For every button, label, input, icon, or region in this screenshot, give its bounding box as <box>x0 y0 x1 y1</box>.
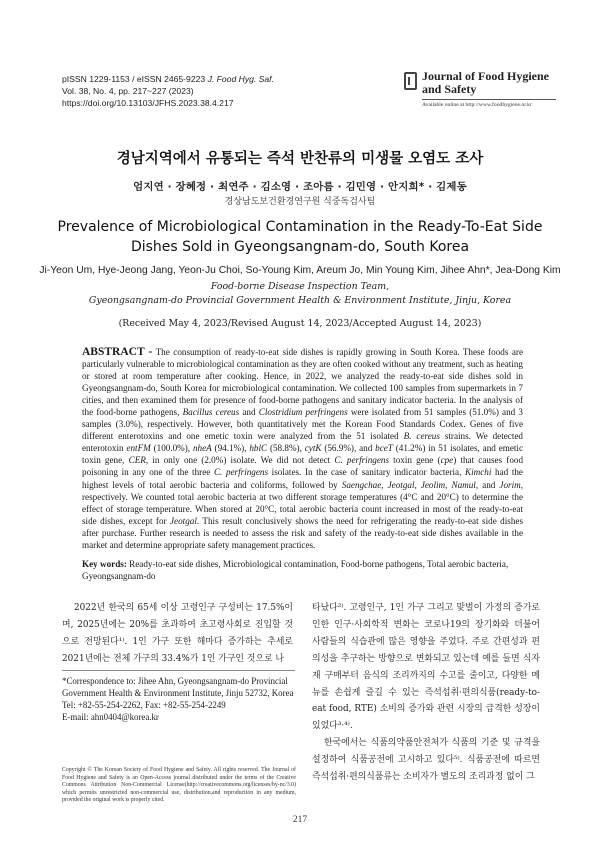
available-online: Available online at http://www.foodhygiene.or.kr <box>422 102 532 108</box>
korean-affiliation: 경상남도보건환경연구원 식중독검사팀 <box>224 197 376 207</box>
received-dates: (Received May 4, 2023/Revised August 14, 2023/Accepted August 14, 2023) <box>118 318 482 329</box>
journal-meta <box>62 73 274 109</box>
english-authors: Ji-Yeon Um, Hye-Jeong Jang, Yeon-Ju Choi, So-Young Kim, Areum Jo, Min Young Kim, Jihee Ahn*, Jea-Dong Kim <box>39 265 561 276</box>
abstract-heading: ABSTRACT - <box>82 346 153 358</box>
issn-line: pISSN 1229-1153 / eISSN 2465-9223 J. Food Hyg. Saf. <box>62 74 274 84</box>
doi-link[interactable]: https://doi.org/10.13103/JFHS.2023.38.4.217 <box>62 98 234 108</box>
english-affiliation-institute: Gyeongsangnam-do Provincial Government Health & Environment Institute, Jinju, Korea <box>88 295 512 306</box>
keywords-label: Key words: <box>82 559 127 569</box>
body-right-column <box>312 600 540 786</box>
journal-logo-title: Journal of Food Hygiene and Safety <box>422 69 550 96</box>
english-affiliation-team: Food-borne Disease Inspection Team, <box>210 281 390 292</box>
volume-line: Vol. 38, No. 4, pp. 217~227 (2023) <box>62 86 194 96</box>
body-left-column <box>62 600 293 668</box>
logo-divider <box>422 99 556 100</box>
body-paragraph: 한국에서는 식품의약품안전처가 식품의 기준 및 규격을 설정하여 식품공전에 고시하고 있다⁵⁾. 식품공전에 따르면 즉석섭취·편의식품류는 소비자가 별도의 조리과정 없이 그 <box>312 738 540 783</box>
body-paragraph: 2022년 한국의 65세 이상 고령인구 구성비는 17.5%이며, 2025년에는 20%를 초과하여 초고령사회로 진입할 것으로 전망된다¹⁾. 1인 가구 또한 해마다 증가하는 추세로 2021년에는 전체 가구의 33.4%가 1인 가구인 것으로 나 <box>62 603 293 664</box>
correspondence: *Correspondence to: Jihee Ahn, Gyeongsangnam-do Provincial Government Health & Environment Institute, Jinju 52732, Korea Tel: +82-55-254-2262, Fax: +82-55-254-2249 E-mail: ahn0404@korea.kr <box>62 676 294 722</box>
page-number: 217 <box>292 815 308 825</box>
journal-logo-icon <box>404 72 417 90</box>
copyright-notice: Copyright © The Korean Society of Food Hygiene and Safety. All rights reserved. The Journal of Food Hygiene and Safety is an Open-Access journal distributed under the terms of the Creative Commons Attribution Non-Commercial License(http://creativecommons.org/licenses/by-nc/3.0) which permits unrestricted non-commercial use, distribution,and reproduction in any medium, provided the original work is properly cited. <box>62 767 296 804</box>
body-paragraph: 타났다²⁾. 고령인구, 1인 가구 그리고 맞벌이 가정의 증가로 인한 인구·사회학적 변화는 코로나19의 장기화와 더불어 사람들의 식습관에 많은 영향을 주었다. 주로 간편성과 편의성을 추구하는 방향으로 변화되고 있는데 예를 들면 식자재 구매부터 음식의 조리까지의 수고를 줄이고, 다양한 메뉴를 손쉽게 즐길 수 있는 즉석섭취·편의식품(ready-to-eat food, RTE) 소비의 증가와 관련 시장의 급격한 성장이 있었다³·⁴⁾. <box>312 603 540 732</box>
korean-authors: 엄지연 · 장혜정 · 최연주 · 김소영 · 조아름 · 김민영 · 안지희* · 김제동 <box>133 181 467 193</box>
keywords: Key words: Ready-to-eat side dishes, Microbiological contamination, Food-borne pathogens, Total aerobic bacteria, Gyeongsangnam-do <box>82 559 509 581</box>
abstract: ABSTRACT - The consumption of ready-to-eat side dishes is rapidly growing in South Korea. These foods are particularly vulnerable to microbiological contamination as they are often cooked without any treatment, such as heating or stored at room temperature after cooking. Hence, in 2022, we analyzed the ready-to-eat side dishes sold in Gyeongsangnam-do, South Korea for microbiological contamination. We collected 100 samples from supermarkets in 7 cities, and then examined them for presence of food-borne pathogens and sanitary indicator bacteria. In the analysis of the food-borne pathogens, Bacillus cereus and Clostridium perfringens were isolated from 51 samples (51.0%) and 3 samples (3.0%), respectively. However, both quantitatively met the Korean Food Standards Codex. Genes of five different enterotoxins and one emetic toxin were analyzed from the 51 isolated B. cereus strains. We detected enterotoxin entFM (100.0%), nheA (94.1%), hblC (58.8%), cytK (56.9%), and bceT (41.2%) in 51 isolates, and emetic toxin gene, CER, in only one (2.0%) isolate. We did not detect C. perfringens toxin gene (cpe) that causes food poisoning in any one of the three C. perfringens isolates. In the case of sanitary indicator bacteria, Kimchi had the highest levels of total aerobic bacteria and coliforms, followed by Saengchae, Jeotgal, Jeolim, Namul, and Jorim, respectively. We counted total aerobic bacteria at two different storage temperatures (4°C and 20°C) to determine the effect of storage temperature. When stored at 20°C, total aerobic bacteria count increased in most of the ready-to-eat side dishes, except for Jeotgal. This result conclusively shows the need for refrigerating the ready-to-eat side dishes after purchase. Further research is needed to assess the risk and safety of the ready-to-eat side dishes available in the market and determine appropriate safety management practices. <box>82 346 524 550</box>
footnote-divider <box>62 670 295 671</box>
korean-title: 경남지역에서 유통되는 즉석 반찬류의 미생물 오염도 조사 <box>116 151 484 167</box>
english-title: Prevalence of Microbiological Contamination in the Ready-To-Eat Side Dishes Sold in Gyeongsangnam-do, South Korea <box>57 219 543 255</box>
